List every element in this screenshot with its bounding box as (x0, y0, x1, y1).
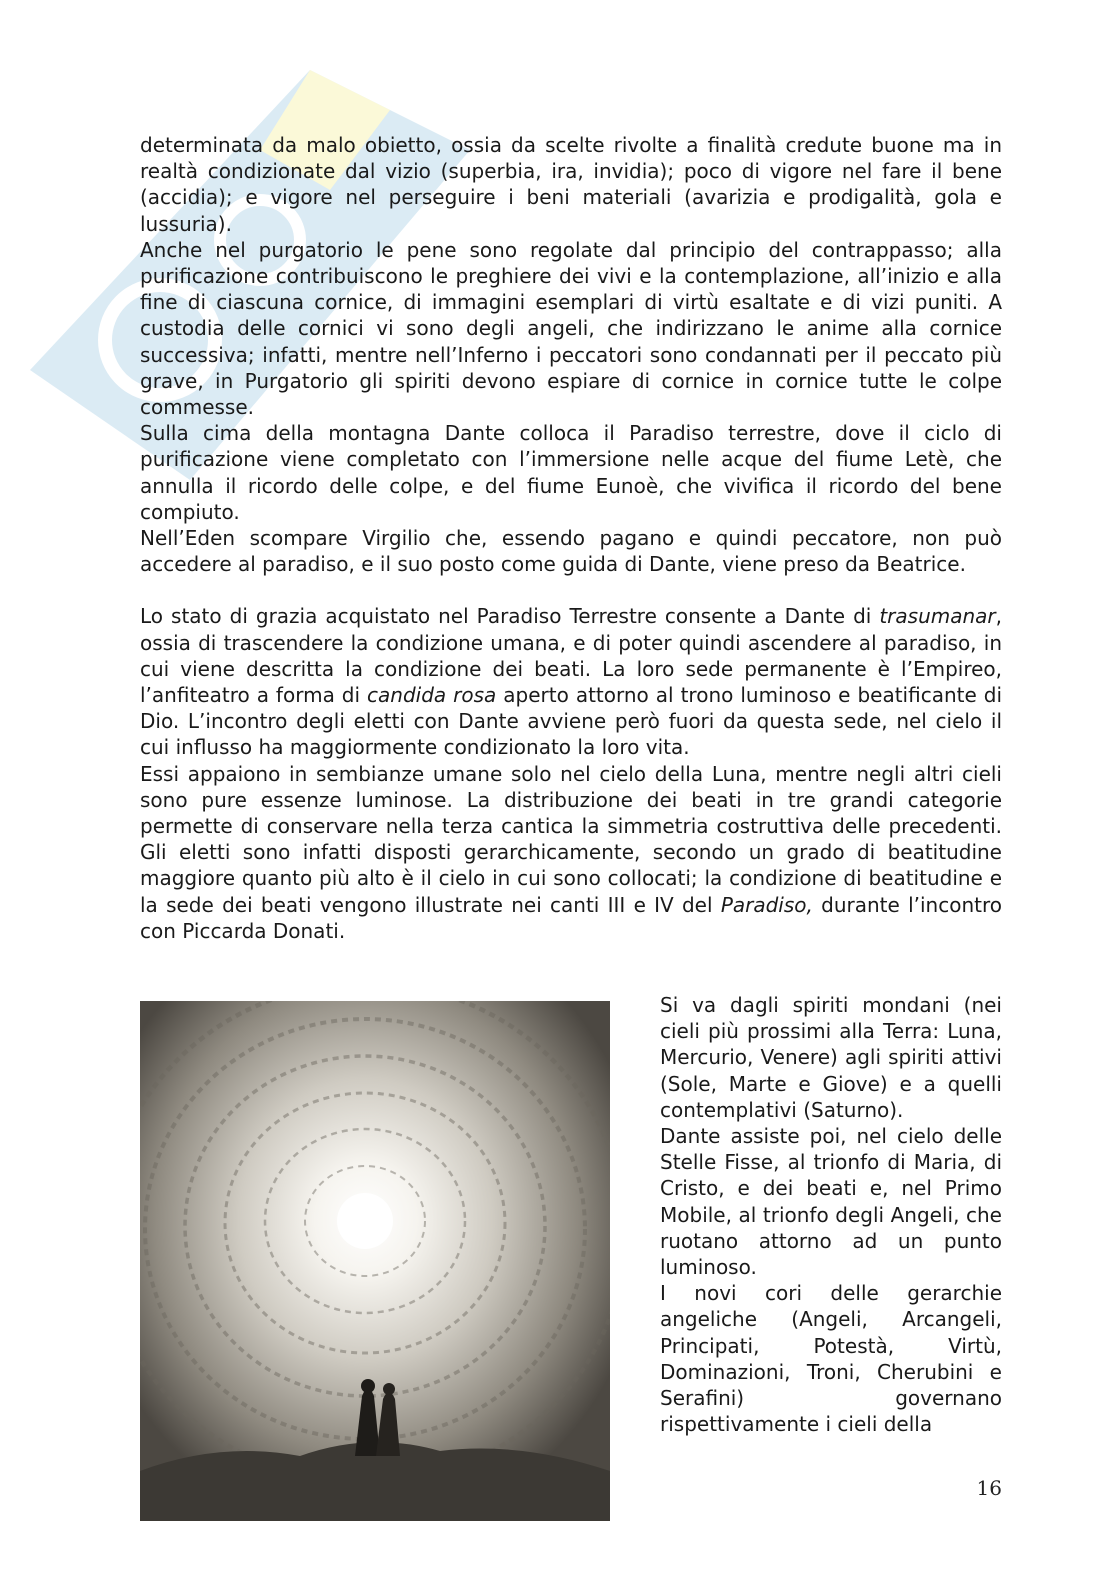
paragraph-spiriti: Si va dagli spiriti mondani (nei cieli più prossimi alla Terra: Luna, Mercurio, Venere) agli spiriti attivi (Sole, Marte e Giove) e a quelli contemplativi (Saturno). (660, 993, 1002, 1122)
paragraph-sembianze (140, 761, 1002, 944)
italic-candida-rosa: candida rosa (367, 683, 497, 708)
text-run: Lo stato di grazia acquistato nel Paradiso Terrestre consente a Dante di (140, 604, 880, 629)
text-run: , ossia di trascendere la condizione umana, e di poter quindi ascendere al paradiso, in cui viene descritta la condizione dei beati. La loro sede permanente è l’Empireo, l’anfiteatro a forma di (140, 604, 1002, 708)
paragraph-stato-di-grazia (140, 603, 1002, 760)
text-run: aperto attorno al trono luminoso e beatificante di Dio. L’incontro degli eletti con Dante avviene però fuori da questa sede, nel cielo il cui influsso ha maggiormente condizionato la loro vita. (140, 683, 1003, 760)
paragraph-paradiso-terrestre: Sulla cima della montagna Dante colloca il Paradiso terrestre, dove il ciclo di purificazione viene completato con l’immersione nelle acque del fiume Letè, che annulla il ricordo delle colpe, e del fiume Eunoè, che vivifica il ricordo del bene compiuto. (140, 421, 1002, 524)
side-text (660, 992, 1002, 1437)
text-run: Essi appaiono in sembianze umane solo nel cielo della Luna, mentre negli altri cieli sono pure essenze luminose. La distribuzione dei beati in tre grandi categorie permette di conservare nella terza cantica la simmetria costruttiva delle precedenti. Gli eletti sono infatti disposti gerarchicamente, secondo un grado di beatitudine maggiore quanto più alto è il cielo in cui sono collocati; la condizione di beatitudine e la sede dei beati vengono illustrate nei canti III e IV del (140, 761, 1002, 917)
paragraph-malo-obietto: determinata da malo obietto, ossia da scelte rivolte a finalità credute buone ma in realtà condizionate dal vizio (superbia, ira, invidia); poco di vigore nel fare il bene (accidia); e vigore nel perseguire i beni materiali (avarizia e prodigalità, gola e lussuria). (140, 133, 1002, 236)
paragraph-gap (140, 577, 1002, 603)
main-text (140, 132, 1002, 944)
text-run: durante l’incontro con Piccarda Donati. (140, 892, 1002, 943)
italic-trasumanar: trasumanar (879, 604, 996, 629)
paragraph-eden: Nell’Eden scompare Virgilio che, essendo pagano e quindi peccatore, non può accedere al paradiso, e il suo posto come guida di Dante, viene preso da Beatrice. (140, 526, 1002, 577)
paragraph-stelle-fisse: Dante assiste poi, nel cielo delle Stelle Fisse, al trionfo di Maria, di Cristo, e dei beati e, nel Primo Mobile, al trionfo degli Angeli, che ruotano attorno ad un punto luminoso. (660, 1124, 1002, 1280)
paragraph-cori-angelici: I novi cori delle gerarchie angeliche (Angeli, Arcangeli, Principati, Potestà, Virtù, Dominazioni, Troni, Cherubini e Serafini) governano rispettivamente i cieli della (660, 1281, 1002, 1437)
paragraph-purgatorio: Anche nel purgatorio le pene sono regolate dal principio del contrappasso; alla purificazione contribuiscono le preghiere dei vivi e la contemplazione, all’inizio e alla fine di ciascuna cornice, di immagini esemplari di virtù esaltate e di vizi puniti. A custodia delle cornici vi sono degli angeli, che indirizzano le anime alla cornice successiva; infatti, mentre nell’Inferno i peccatori sono condannati per il peccato più grave, in Purgatorio gli spiriti devono espiare di cornice in cornice tutte le colpe commesse. (140, 237, 1002, 420)
empyrean-engraving-image (140, 1001, 610, 1521)
page-number: 16 (976, 1476, 1002, 1500)
italic-paradiso: Paradiso, (720, 892, 813, 917)
